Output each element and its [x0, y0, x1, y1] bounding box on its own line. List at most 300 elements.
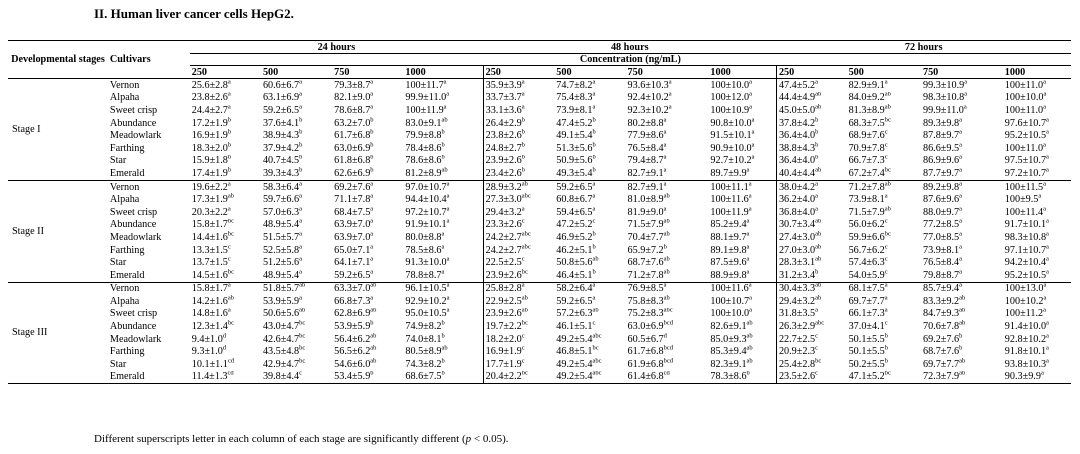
- data-cell: [403, 155, 483, 168]
- cultivar-name: Abundance: [109, 321, 157, 333]
- cell-superscript: a: [446, 91, 450, 98]
- cell-superscript: b: [227, 154, 232, 161]
- cell-value: 23.4±2.6: [485, 167, 522, 179]
- cell-value: 87.8±9.7: [922, 130, 960, 142]
- data-cell: [776, 333, 846, 346]
- cell-value: 87.7±9.7: [922, 167, 960, 179]
- cell-value: 100±11.9: [710, 206, 749, 218]
- cell-superscript: a: [1043, 91, 1047, 98]
- cell-superscript: ab: [370, 282, 377, 289]
- table-row: [8, 219, 1071, 232]
- data-cell: [626, 345, 709, 358]
- cell-value: 63.9±7.0: [334, 219, 371, 231]
- data-cell: [332, 308, 403, 321]
- data-cell: [483, 180, 554, 193]
- cell-superscript: a: [746, 243, 750, 251]
- table-row: [8, 206, 1071, 219]
- cell-superscript: b: [521, 116, 525, 124]
- cell-superscript: ab: [227, 193, 235, 200]
- data-cell: [403, 295, 483, 308]
- data-cell: [708, 155, 776, 168]
- cell-superscript: ab: [959, 295, 966, 302]
- cell-value: 46.4±5.1: [556, 269, 593, 281]
- cell-superscript: a: [751, 154, 755, 161]
- cell-value: 100±11.4: [1004, 206, 1044, 218]
- data-cell: [1003, 92, 1071, 105]
- cell-superscript: a: [748, 180, 752, 188]
- data-cell: [554, 117, 625, 130]
- data-cell: [708, 358, 776, 371]
- cell-superscript: b: [441, 332, 445, 340]
- data-cell: [403, 167, 483, 180]
- data-cell: [190, 308, 261, 321]
- cell-value: 70.9±7.8: [848, 142, 885, 154]
- data-cell: [626, 219, 709, 232]
- cell-superscript: a: [1043, 78, 1047, 86]
- cell-value: 100±11.0: [1004, 104, 1044, 116]
- data-cell: [190, 231, 261, 244]
- cell-superscript: c: [227, 243, 231, 251]
- cell-value: 80.0±8.8: [405, 231, 442, 243]
- cell-superscript: a: [446, 256, 450, 263]
- cultivar-name: Vernon: [109, 283, 140, 295]
- data-cell: [921, 167, 1003, 180]
- data-cell: [847, 320, 921, 333]
- cell-superscript: b: [370, 370, 374, 378]
- cell-value: 51.5±5.7: [262, 231, 300, 243]
- cell-superscript: ab: [815, 218, 822, 225]
- cell-superscript: ab: [663, 218, 670, 225]
- cell-value: 57.2±6.3: [556, 308, 593, 320]
- cell-value: 36.2±4.0: [778, 194, 816, 206]
- cell-value: 77.0±8.5: [922, 231, 960, 243]
- cell-value: 47.2±5.2: [556, 219, 593, 231]
- cell-value: 97.2±10.7: [1004, 167, 1047, 179]
- data-cell: [626, 231, 709, 244]
- data-cell: [332, 295, 403, 308]
- cell-superscript: abc: [521, 231, 531, 238]
- data-cell: [332, 371, 403, 384]
- data-cell: [554, 256, 625, 269]
- cell-value: 71.2±7.8: [848, 181, 885, 193]
- data-cell: [708, 269, 776, 282]
- data-cell: [190, 244, 261, 257]
- cell-superscript: a: [299, 231, 302, 238]
- data-cell: [708, 117, 776, 130]
- cell-superscript: b: [299, 129, 303, 136]
- cell-value: 39.3±4.3: [262, 167, 300, 179]
- data-cell: [626, 206, 709, 219]
- data-cell: [626, 256, 709, 269]
- data-cell: [261, 104, 332, 117]
- cell-superscript: a: [746, 218, 750, 225]
- cell-value: 75.4±8.3: [556, 92, 593, 104]
- cell-superscript: a: [299, 78, 302, 86]
- cell-superscript: bc: [227, 218, 235, 225]
- cell-superscript: a: [521, 205, 525, 213]
- data-cell: [332, 104, 403, 117]
- cell-value: 77.9±8.6: [627, 130, 664, 142]
- data-cell: [708, 333, 776, 346]
- cell-superscript: a: [751, 129, 755, 136]
- cell-superscript: a: [959, 193, 963, 200]
- data-cell: [261, 79, 332, 92]
- cell-superscript: a: [663, 167, 667, 174]
- data-cell: [403, 117, 483, 130]
- data-cell: [261, 142, 332, 155]
- cell-value: 16.9±1.9: [191, 130, 228, 142]
- data-cell: [847, 206, 921, 219]
- cell-superscript: a: [370, 295, 374, 302]
- cultivar-name: Alpaha: [109, 92, 140, 104]
- cell-superscript: a: [1046, 167, 1049, 174]
- cell-value: 27.3±3.0: [485, 194, 522, 206]
- data-cell: [776, 219, 846, 232]
- cell-value: 59.2±6.5: [262, 104, 300, 116]
- cell-superscript: ab: [299, 307, 306, 315]
- data-cell: [332, 180, 403, 193]
- data-cell: [626, 371, 709, 384]
- data-cell: [776, 231, 846, 244]
- data-cell: [554, 333, 625, 346]
- cell-superscript: a: [299, 193, 302, 200]
- cell-value: 42.9±4.7: [262, 358, 300, 370]
- data-cell: [1003, 193, 1071, 206]
- data-cell: [847, 371, 921, 384]
- cultivar-name: Sweet crisp: [109, 206, 158, 218]
- cell-value: 66.8±7.3: [334, 295, 371, 307]
- cultivar-name: Meadowlark: [109, 231, 162, 243]
- cell-value: 74.9±8.2: [405, 321, 442, 333]
- cell-value: 26.4±2.9: [485, 117, 522, 129]
- cell-superscript: b: [227, 129, 232, 136]
- cell-superscript: bc: [521, 320, 528, 327]
- cell-superscript: a: [1046, 116, 1049, 124]
- cell-value: 90.3±9.9: [1004, 371, 1041, 383]
- cell-value: 82.7±9.1: [627, 181, 664, 193]
- cell-value: 31.2±3.4: [778, 269, 816, 281]
- cell-superscript: a: [1046, 320, 1049, 327]
- cell-value: 48.9±5.4: [262, 219, 300, 231]
- cell-value: 79.3±8.7: [334, 79, 371, 91]
- cell-superscript: a: [592, 91, 596, 98]
- cell-value: 59.2±6.5: [556, 181, 593, 193]
- cell-value: 68.7±7.6: [922, 346, 960, 358]
- cell-superscript: a: [1043, 282, 1047, 289]
- cell-value: 64.1±7.1: [334, 257, 371, 269]
- data-cell: [626, 117, 709, 130]
- cell-value: 59.4±6.5: [556, 206, 593, 218]
- data-cell: [403, 206, 483, 219]
- data-cell: [1003, 256, 1071, 269]
- cell-superscript: cd: [663, 370, 670, 378]
- cell-value: 85.3±9.4: [710, 346, 747, 358]
- cell-superscript: a: [884, 282, 888, 289]
- cell-superscript: b: [370, 320, 374, 327]
- cell-value: 99.3±10.9: [922, 79, 965, 91]
- cell-superscript: d: [663, 332, 667, 340]
- data-cell: [1003, 371, 1071, 384]
- cell-value: 27.0±3.0: [778, 244, 816, 256]
- data-cell: [403, 219, 483, 232]
- cell-value: 29.4±3.2: [778, 295, 816, 307]
- footnote: [94, 433, 509, 445]
- cell-superscript: a: [370, 193, 374, 200]
- data-cell: [332, 167, 403, 180]
- data-cell: [483, 244, 554, 257]
- stage-label: Stage I: [8, 79, 108, 181]
- cell-superscript: b: [227, 141, 232, 149]
- cell-value: 100±11.2: [1004, 308, 1044, 320]
- data-cell: [554, 231, 625, 244]
- data-cell: [847, 345, 921, 358]
- cell-value: 65.9±7.2: [627, 244, 664, 256]
- cell-superscript: a: [299, 91, 302, 98]
- cell-superscript: a: [815, 78, 818, 86]
- data-cell: [190, 142, 261, 155]
- cell-value: 22.9±2.5: [485, 295, 522, 307]
- cell-value: 54.0±5.9: [848, 269, 885, 281]
- data-cell: [1003, 206, 1071, 219]
- cell-value: 63.9±7.0: [334, 231, 371, 243]
- data-cell: [554, 320, 625, 333]
- cell-value: 81.3±8.9: [848, 104, 885, 116]
- cell-value: 76.5±8.4: [922, 257, 960, 269]
- cell-value: 9.4±1.0: [191, 333, 223, 345]
- cell-superscript: a: [749, 91, 752, 98]
- cell-value: 100±9.5: [1004, 194, 1039, 206]
- cell-value: 50.2±5.5: [848, 358, 885, 370]
- cell-superscript: ab: [815, 282, 822, 289]
- cell-value: 10.1±1.1: [191, 358, 228, 370]
- cell-superscript: a: [441, 231, 445, 238]
- cell-value: 49.2±5.4: [556, 333, 593, 345]
- data-cell: [776, 269, 846, 282]
- cell-superscript: a: [521, 78, 525, 86]
- cell-value: 37.9±4.2: [262, 142, 300, 154]
- data-cell: [776, 180, 846, 193]
- cell-value: 81.9±9.0: [627, 206, 664, 218]
- cell-superscript: b: [815, 129, 819, 136]
- data-cell: [708, 345, 776, 358]
- cell-value: 76.9±8.5: [627, 283, 664, 295]
- cell-superscript: a: [959, 282, 963, 289]
- cell-superscript: ab: [299, 282, 306, 289]
- data-cell: [403, 92, 483, 105]
- cell-superscript: ab: [663, 231, 670, 238]
- cell-superscript: a: [1046, 345, 1049, 352]
- cell-superscript: b: [592, 243, 596, 251]
- cell-superscript: b: [370, 116, 374, 124]
- data-cell: [332, 358, 403, 371]
- data-cell: [1003, 320, 1071, 333]
- cell-value: 25.6±2.8: [191, 79, 228, 91]
- data-cell: [847, 256, 921, 269]
- cell-superscript: c: [521, 332, 525, 340]
- cell-superscript: a: [299, 180, 302, 188]
- cell-value: 66.1±7.3: [848, 308, 885, 320]
- cell-value: 100±11.0: [1004, 142, 1044, 154]
- cell-value: 38.9±4.3: [262, 130, 300, 142]
- data-cell: [483, 219, 554, 232]
- table-row: [8, 269, 1071, 282]
- data-cell: [483, 167, 554, 180]
- data-cell: [554, 180, 625, 193]
- cell-superscript: c: [592, 218, 596, 225]
- data-cell: [483, 129, 554, 142]
- cell-value: 56.0±6.2: [848, 219, 885, 231]
- data-cell: [1003, 358, 1071, 371]
- cell-superscript: b: [815, 154, 819, 161]
- cell-superscript: a: [663, 180, 667, 188]
- data-cell: [921, 256, 1003, 269]
- cell-superscript: c: [884, 320, 888, 327]
- cell-superscript: ab: [746, 320, 753, 327]
- cell-superscript: a: [749, 295, 752, 302]
- header-conc-2-3: 1000: [1003, 66, 1071, 79]
- cell-value: 56.5±6.2: [334, 346, 371, 358]
- cell-superscript: a: [299, 268, 302, 276]
- cell-value: 57.4±6.3: [848, 257, 885, 269]
- cell-value: 100±10.2: [1004, 295, 1044, 307]
- data-cell: [190, 320, 261, 333]
- cultivar-name: Vernon: [109, 181, 140, 193]
- cell-value: 100±11.9: [405, 104, 444, 116]
- cell-value: 26.3±2.9: [778, 321, 816, 333]
- cell-superscript: ab: [521, 295, 528, 302]
- cell-value: 58.3±6.4: [262, 181, 300, 193]
- data-cell: [261, 193, 332, 206]
- data-cell: [847, 92, 921, 105]
- cell-superscript: a: [748, 193, 752, 200]
- data-cell: [261, 231, 332, 244]
- cell-value: 77.2±8.5: [922, 219, 960, 231]
- data-cell: [708, 193, 776, 206]
- data-cell: [332, 206, 403, 219]
- cell-superscript: a: [299, 205, 302, 213]
- cell-superscript: b: [592, 231, 596, 238]
- data-cell: [626, 358, 709, 371]
- cell-value: 33.7±3.7: [485, 92, 522, 104]
- cell-superscript: ab: [592, 307, 599, 315]
- data-cell: [403, 345, 483, 358]
- data-cell: [708, 244, 776, 257]
- cell-superscript: a: [663, 205, 667, 213]
- cell-value: 82.6±9.1: [710, 321, 747, 333]
- cell-superscript: bc: [299, 320, 306, 327]
- cell-value: 19.6±2.2: [191, 181, 228, 193]
- data-cell: [554, 193, 625, 206]
- cell-value: 95.0±10.5: [405, 308, 447, 320]
- data-cell: [921, 79, 1003, 92]
- data-cell: [921, 155, 1003, 168]
- cell-value: 49.2±5.4: [556, 371, 593, 383]
- cell-value: 22.5±2.5: [485, 257, 522, 269]
- cell-superscript: a: [1046, 243, 1049, 251]
- cell-value: 14.8±1.6: [191, 308, 228, 320]
- cell-value: 40.7±4.5: [262, 155, 300, 167]
- cell-value: 69.2±7.6: [922, 333, 960, 345]
- cell-superscript: ab: [746, 358, 753, 365]
- cell-superscript: a: [1043, 141, 1047, 149]
- data-cell: [921, 282, 1003, 295]
- cell-value: 73.9±8.1: [848, 194, 885, 206]
- cultivar-name: Star: [109, 358, 127, 370]
- cell-superscript: a: [751, 116, 755, 124]
- cell-superscript: a: [592, 104, 596, 111]
- cell-superscript: a: [1040, 370, 1044, 378]
- cell-superscript: a: [1046, 154, 1049, 161]
- data-cell: [403, 193, 483, 206]
- table-row: [8, 308, 1071, 321]
- cell-superscript: a: [370, 256, 374, 263]
- cell-value: 68.6±7.5: [405, 371, 442, 383]
- table-row: [8, 371, 1071, 384]
- table-row: [8, 193, 1071, 206]
- cell-superscript: b: [592, 116, 596, 124]
- data-cell: [483, 117, 554, 130]
- data-cell: [403, 308, 483, 321]
- cell-value: 69.7±7.7: [848, 295, 885, 307]
- cell-superscript: b: [663, 243, 667, 251]
- data-cell: [921, 142, 1003, 155]
- cell-superscript: abc: [815, 320, 825, 327]
- cell-value: 61.7±6.8: [334, 130, 371, 142]
- cell-superscript: c: [815, 345, 818, 352]
- data-cell: [626, 308, 709, 321]
- data-cell: [403, 282, 483, 295]
- data-cell: [332, 142, 403, 155]
- cell-superscript: a: [663, 129, 667, 136]
- cell-superscript: c: [592, 320, 596, 327]
- cell-value: 88.0±9.7: [922, 206, 960, 218]
- footnote-p-symbol: p: [465, 433, 472, 445]
- cell-value: 99.9±11.0: [405, 92, 447, 104]
- data-cell: [921, 92, 1003, 105]
- cell-superscript: a: [884, 193, 888, 200]
- cell-value: 23.9±2.6: [485, 269, 522, 281]
- table-header: [8, 41, 1071, 79]
- cell-superscript: a: [959, 205, 963, 213]
- cell-superscript: d: [222, 332, 227, 340]
- data-cell: [626, 92, 709, 105]
- cell-value: 60.5±6.7: [627, 333, 664, 345]
- cell-value: 54.6±6.0: [334, 358, 371, 370]
- cell-superscript: a: [446, 295, 450, 302]
- cell-superscript: b: [441, 154, 445, 161]
- data-cell: [708, 206, 776, 219]
- table-row: [8, 282, 1071, 295]
- footnote-text: Different superscripts letter in each column of each stage are significantly different (: [94, 433, 466, 445]
- cell-value: 91.5±10.1: [710, 130, 752, 142]
- cell-superscript: abc: [592, 332, 602, 340]
- data-cell: [847, 155, 921, 168]
- cell-superscript: b: [592, 141, 596, 149]
- header-conc-1-0: 250: [483, 66, 554, 79]
- cell-value: 46.9±5.2: [556, 231, 593, 243]
- cell-value: 46.2±5.1: [556, 244, 593, 256]
- data-cell: [403, 269, 483, 282]
- cell-value: 73.9±8.1: [556, 104, 593, 116]
- data-cell: [332, 193, 403, 206]
- data-cell: [332, 333, 403, 346]
- data-cell: [776, 92, 846, 105]
- data-cell: [190, 155, 261, 168]
- cell-superscript: a: [299, 295, 302, 302]
- results-table: [8, 40, 1071, 384]
- data-cell: [708, 308, 776, 321]
- cell-value: 100±10.7: [710, 295, 750, 307]
